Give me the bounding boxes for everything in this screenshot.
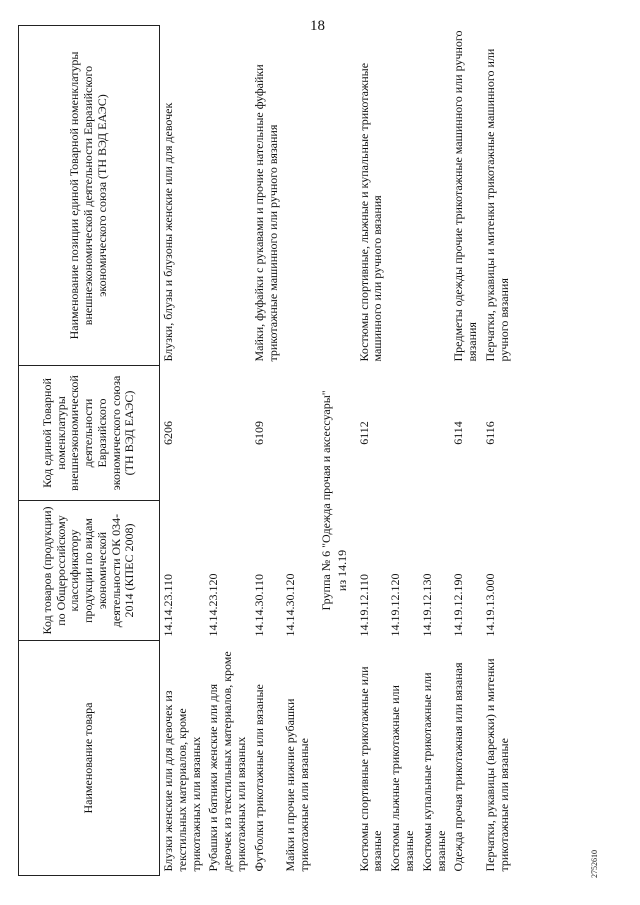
row-okpd-code: 14.19.12.190 <box>451 573 466 637</box>
header-tnved-name: Наименование позиции единой Товарной номенклатуры внешнеэкономической деятельности Евразийского экономического союза (ТН ВЭД ЕАЭС) <box>19 26 160 366</box>
group-sub: из 14.19 <box>334 549 349 592</box>
table-row <box>450 26 482 876</box>
row-name: Одежда прочая трикотажная или вязаная <box>451 662 466 872</box>
table-row <box>419 26 451 876</box>
row-tnved-code: 6206 <box>161 421 175 445</box>
group-heading <box>314 26 356 876</box>
table-row <box>482 26 514 876</box>
row-name: Костюмы спортивные трикотажные или вязаные <box>356 666 385 872</box>
row-tnved-name <box>387 26 419 366</box>
rotated-table-area <box>18 26 618 876</box>
row-name: Майки и прочие нижние рубашки трикотажные или вязаные <box>283 698 312 872</box>
row-tnved-name <box>282 26 314 366</box>
table-row <box>251 26 283 876</box>
header-name: Наименование товара <box>19 641 160 876</box>
row-tnved-code: 6116 <box>482 421 497 445</box>
row-tnved-code: 6109 <box>251 421 266 445</box>
table-body-group6 <box>356 26 514 876</box>
row-okpd-code: 14.19.13.000 <box>482 573 497 637</box>
group-title: Группа № 6 "Одежда прочая и аксессуары" <box>318 390 333 611</box>
row-tnved-name <box>205 26 250 366</box>
row-tnved-code <box>205 366 250 501</box>
table-body-group5 <box>160 26 314 876</box>
row-tnved-code <box>387 366 419 501</box>
row-tnved-name <box>419 26 451 366</box>
header-tnved-code: Код единой Товарной номенклатуры внешнеэкономической деятельности Евразийского экономического союза (ТН ВЭД ЕАЭС) <box>19 366 160 501</box>
row-name: Рубашки и батники женские или для девочек из текстильных материалов, кроме трикотажных или вязаных <box>206 651 248 872</box>
row-name: Блузки женские или для девочек из текстильных материалов, кроме трикотажных или вязаных <box>161 690 203 872</box>
row-tnved-code: 6114 <box>451 421 466 445</box>
row-okpd-code: 14.19.12.120 <box>388 573 403 637</box>
row-okpd-code: 14.19.12.130 <box>419 573 434 637</box>
table-row <box>356 26 388 876</box>
row-name: Костюмы лыжные трикотажные или вязаные <box>388 685 416 872</box>
row-name: Перчатки, рукавицы (варежки) и митенки трикотажные или вязаные <box>482 658 511 872</box>
row-tnved-name: Предметы одежды прочие трикотажные машинного или ручного вязания <box>451 30 480 362</box>
row-okpd-code: 14.14.30.110 <box>251 573 266 637</box>
page-number: 18 <box>310 18 325 34</box>
row-okpd-code: 14.14.30.120 <box>283 573 298 637</box>
row-tnved-name: Перчатки, рукавицы и митенки трикотажные машинного или ручного вязания <box>482 48 511 362</box>
header-okpd: Код товаров (продукции) по Общероссийскому классификатору продукции по видам экономической деятельности ОК 034-2014 (КПЕС 2008) <box>19 501 160 641</box>
document-id: 2752610 <box>590 850 599 878</box>
row-okpd-code: 14.14.23.120 <box>206 573 221 637</box>
table-row <box>282 26 314 876</box>
row-tnved-name: Майки, фуфайки с рукавами и прочие нательные фуфайки трикотажные машинного или ручного вязания <box>251 64 280 362</box>
row-tnved-code <box>419 366 451 501</box>
goods-table <box>18 25 514 876</box>
row-tnved-name: Блузки, блузы и блузоны женские или для девочек <box>161 102 175 362</box>
row-tnved-code: 6112 <box>356 421 371 445</box>
table-row <box>160 26 206 876</box>
row-name: Футболки трикотажные или вязаные <box>251 684 266 872</box>
table-row <box>205 26 250 876</box>
table-row <box>387 26 419 876</box>
row-tnved-code <box>282 366 314 501</box>
table-header-row <box>19 26 160 876</box>
row-name: Костюмы купальные трикотажные или вязаные <box>419 672 448 872</box>
row-tnved-name: Костюмы спортивные, лыжные и купальные трикотажные машинного или ручного вязания <box>356 62 385 362</box>
row-okpd-code: 14.19.12.110 <box>356 573 371 637</box>
row-okpd-code: 14.14.23.110 <box>161 573 175 637</box>
